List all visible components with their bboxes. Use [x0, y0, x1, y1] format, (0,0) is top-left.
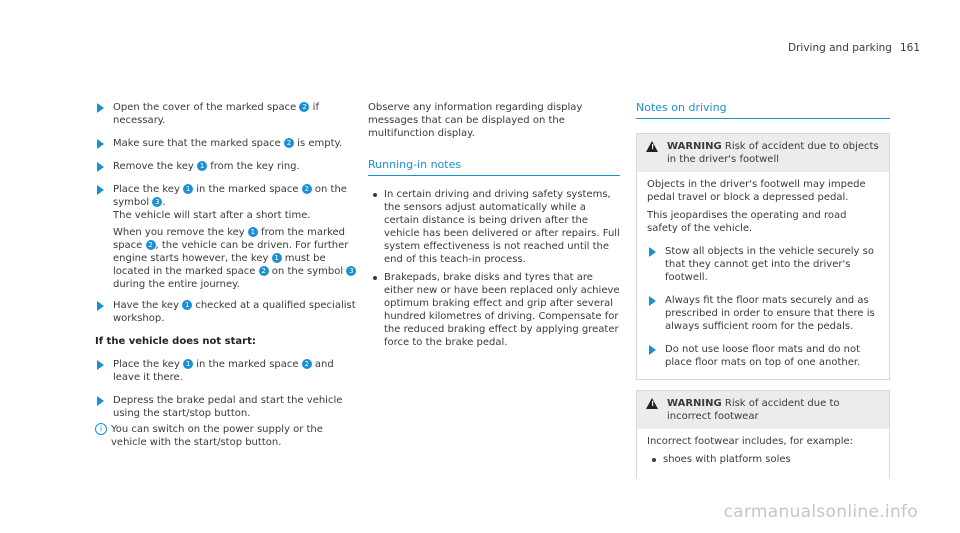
number-2-icon: 2 — [302, 359, 312, 369]
step-arrow-icon — [649, 247, 656, 257]
bullet-dot-icon — [652, 458, 656, 462]
watermark: carmanualsonline.info — [723, 502, 918, 522]
number-2-icon: 2 — [259, 266, 269, 276]
warning-step: Always fit the floor mats securely and as prescribed in order to ensure that there is always sufficient room for the pedals. — [647, 294, 879, 333]
step-leave-key: Place the key 1 in the marked space 2 and leave it there. — [95, 358, 357, 384]
column-middle — [368, 101, 620, 354]
info-icon: i — [95, 423, 107, 435]
number-1-icon: 1 — [272, 253, 282, 263]
step-arrow-icon — [97, 396, 104, 406]
running-header — [788, 42, 920, 55]
subheading-vehicle-not-start: If the vehicle does not start: — [95, 336, 256, 347]
page-number: 161 — [899, 42, 920, 54]
step-open-cover: Open the cover of the marked space 2 if necessary. — [95, 101, 357, 127]
number-2-icon: 2 — [284, 138, 294, 148]
step-check-key: Have the key 1 checked at a qualified specialist workshop. — [95, 299, 357, 325]
step-place-key: Place the key 1 in the marked space 2 on the symbol 3 . The vehicle will start after a short time. — [95, 183, 357, 222]
bullet-sensors: In certain driving and driving safety systems, the sensors adjust automatically while a certain distance is being driven after the vehicle has been delivered or after repairs. Full system effectiveness is not reached until the end of this teach-in process. — [368, 188, 620, 266]
section-title-notes-on-driving: Notes on driving — [636, 101, 890, 119]
step-arrow-icon — [97, 139, 104, 149]
number-1-icon: 1 — [183, 184, 193, 194]
step-arrow-icon — [649, 296, 656, 306]
step-arrow-icon — [97, 162, 104, 172]
step-start-vehicle: Depress the brake pedal and start the vehicle using the start/stop button. — [95, 394, 357, 420]
warning-triangle-icon: ! — [646, 141, 658, 152]
step-check-space: Make sure that the marked space 2 is empty. — [95, 137, 357, 150]
warning-step: Stow all objects in the vehicle securely so that they cannot get into the driver's footwell. — [647, 245, 879, 284]
number-1-icon: 1 — [183, 359, 193, 369]
section-name: Driving and parking — [788, 42, 892, 54]
step-place-key-detail: When you remove the key 1 from the marked space 2 , the vehicle can be driven. For further engine starts however, the key 1 must be located in the marked space 2 on the symbol 3 during the entire journey. — [113, 226, 357, 291]
step-arrow-icon — [649, 345, 656, 355]
bullet-dot-icon — [373, 193, 377, 197]
number-2-icon: 2 — [146, 240, 156, 250]
warning-step: Do not use loose floor mats and do not place floor mats on top of one another. — [647, 343, 879, 369]
bullet-brakes: Brakepads, brake disks and tyres that are either new or have been replaced only achieve optimum braking effect and grip after several hundred kilometres of driving. Compensate for the reduced braking effect by applying greater force to the brake pedal. — [368, 271, 620, 349]
column-left — [95, 101, 357, 449]
warning-triangle-icon: ! — [646, 398, 658, 409]
step-arrow-icon — [97, 360, 104, 370]
intro-paragraph: Observe any information regarding display messages that can be displayed on the multifunction display. — [368, 102, 583, 139]
number-2-icon: 2 — [299, 102, 309, 112]
step-arrow-icon — [97, 301, 104, 311]
step-arrow-icon — [97, 185, 104, 195]
info-note: i You can switch on the power supply or the vehicle with the start/stop button. — [95, 423, 357, 449]
bullet-dot-icon — [373, 276, 377, 280]
number-1-icon: 1 — [248, 227, 258, 237]
warning-box-footwear — [636, 390, 890, 479]
number-3-icon: 3 — [152, 197, 162, 207]
warning-box-objects — [636, 133, 890, 380]
number-2-icon: 2 — [302, 184, 312, 194]
number-3-icon: 3 — [346, 266, 356, 276]
bullet-platform-soles: shoes with platform soles — [647, 453, 879, 466]
warning-header: ! WARNING Risk of accident due to incorrect footwear — [637, 391, 889, 429]
number-1-icon: 1 — [197, 161, 207, 171]
step-arrow-icon — [97, 103, 104, 113]
section-title-running-in: Running-in notes — [368, 158, 620, 176]
number-1-icon: 1 — [182, 300, 192, 310]
step-remove-key: Remove the key 1 from the key ring. — [95, 160, 357, 173]
warning-body: Objects in the driver's footwell may impede pedal travel or block a depressed pedal. This jeopardises the operating and road safety of the vehicle. Stow all objects in the vehicle securely so that they cannot get into the driver's footwell. Always fit the floor mats securely and as prescribed in order to ensure that there is always sufficient room for the pedals. Do not use loose floor mats and do not place floor mats on top of one another. — [637, 172, 889, 379]
column-right — [636, 101, 890, 479]
warning-header: ! WARNING Risk of accident due to objects in the driver's footwell — [637, 134, 889, 172]
warning-body: Incorrect footwear includes, for example: shoes with platform soles — [637, 429, 889, 479]
